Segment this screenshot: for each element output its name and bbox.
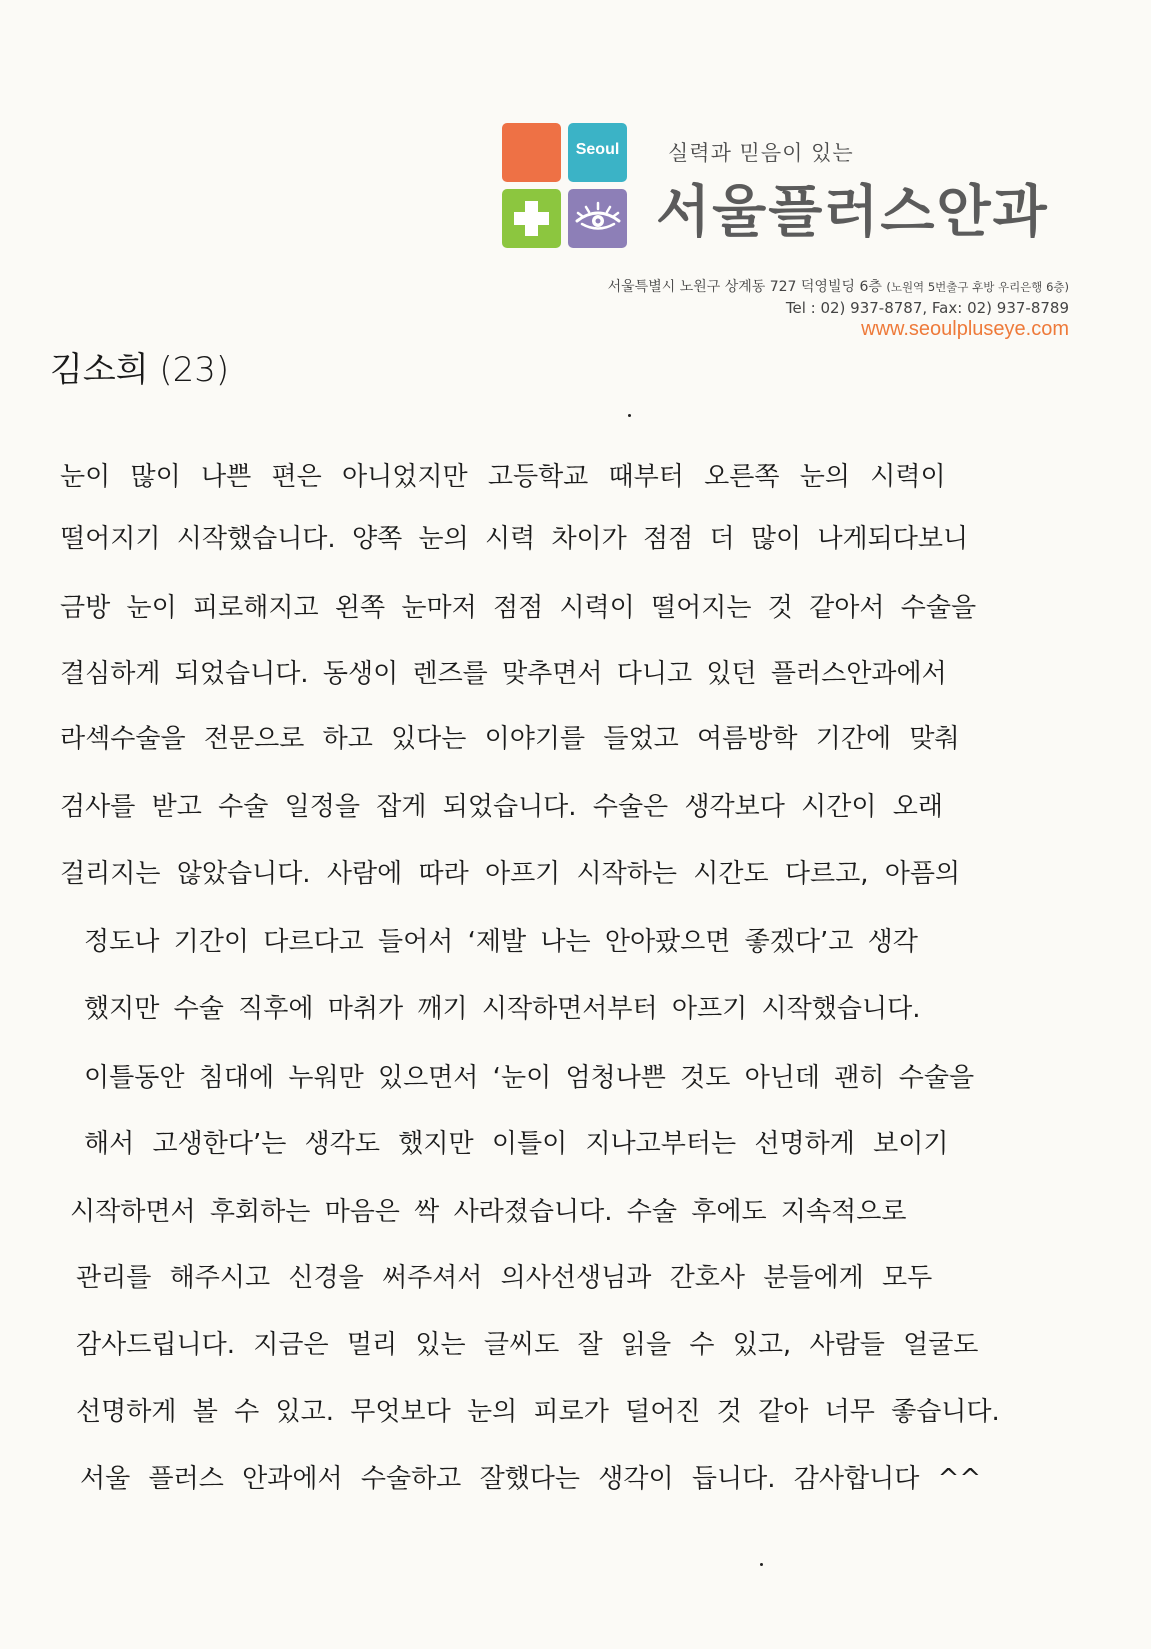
address-note: (노원역 5번출구 후방 우리은행 6층): [886, 280, 1069, 294]
letter-line: 선명하게 볼 수 있고. 무엇보다 눈의 피로가 덜어진 것 같아 너무 좋습니다.: [76, 1397, 1000, 1427]
letter-line: 서울 플러스 안과에서 수술하고 잘했다는 생각이 듭니다. 감사합니다 ^^: [80, 1464, 982, 1494]
clinic-website: www.seoulpluseye.com: [861, 318, 1069, 340]
letter-line: 시작하면서 후회하는 마음은 싹 사라졌습니다. 수술 후에도 지속적으로: [70, 1197, 907, 1227]
letter-line: 해서 고생한다’는 생각도 했지만 이틀이 지나고부터는 선명하게 보이기: [84, 1129, 949, 1159]
logo-plus-square: [502, 189, 561, 248]
letter-line: 라섹수술을 전문으로 하고 있다는 이야기를 들었고 여름방학 기간에 맞춰: [60, 724, 960, 754]
letter-line: 했지만 수술 직후에 마취가 깨기 시작하면서부터 아프기 시작했습니다.: [84, 994, 921, 1024]
scan-speck: [760, 1563, 763, 1566]
address-text: 서울특별시 노원구 상계동 727 덕영빌딩 6층: [607, 279, 882, 295]
clinic-contact: Tel : 02) 937-8787, Fax: 02) 937-8789: [785, 299, 1069, 317]
letter-line: 감사드립니다. 지금은 멀리 있는 글씨도 잘 읽을 수 있고, 사람들 얼굴도: [76, 1330, 979, 1360]
letter-line: 관리를 해주시고 신경을 써주셔서 의사선생님과 간호사 분들에게 모두: [76, 1263, 933, 1293]
letter-line: 검사를 받고 수술 일정을 잡게 되었습니다. 수술은 생각보다 시간이 오래: [60, 792, 944, 822]
logo-teal-square: [568, 123, 627, 182]
logo-eye-square: [568, 189, 627, 248]
letter-line: 이틀동안 침대에 누워만 있으면서 ‘눈이 엄청나쁜 것도 아닌데 괜히 수술을: [84, 1063, 975, 1093]
logo-orange-square: [502, 123, 561, 182]
scan-speck: [628, 414, 631, 417]
letter-line: 정도나 기간이 다르다고 들어서 ‘제발 나는 안아팠으면 좋겠다’고 생각: [84, 927, 918, 957]
writer-name: 김소희 (23): [50, 350, 230, 390]
plus-icon-horizontal: [514, 212, 549, 225]
letter-line: 떨어지기 시작했습니다. 양쪽 눈의 시력 차이가 점점 더 많이 나게되다보니: [60, 524, 969, 554]
letter-line: 눈이 많이 나쁜 편은 아니었지만 고등학교 때부터 오른쪽 눈의 시력이: [60, 462, 946, 492]
letter-line: 결심하게 되었습니다. 동생이 렌즈를 맞추면서 다니고 있던 플러스안과에서: [60, 659, 947, 689]
clinic-tagline: 실력과 믿음이 있는: [668, 141, 854, 165]
letter-line: 금방 눈이 피로해지고 왼쪽 눈마저 점점 시력이 떨어지는 것 같아서 수술을: [60, 593, 977, 623]
clinic-logo: [502, 123, 630, 249]
logo-seoul-text: Seoul: [575, 141, 620, 158]
letter-line: 걸리지는 않았습니다. 사람에 따라 아프기 시작하는 시간도 다르고, 아픔의: [60, 859, 961, 889]
clinic-address: [608, 276, 1069, 296]
clinic-name: 서울플러스안과: [656, 180, 1049, 245]
eye-icon: [574, 199, 622, 239]
